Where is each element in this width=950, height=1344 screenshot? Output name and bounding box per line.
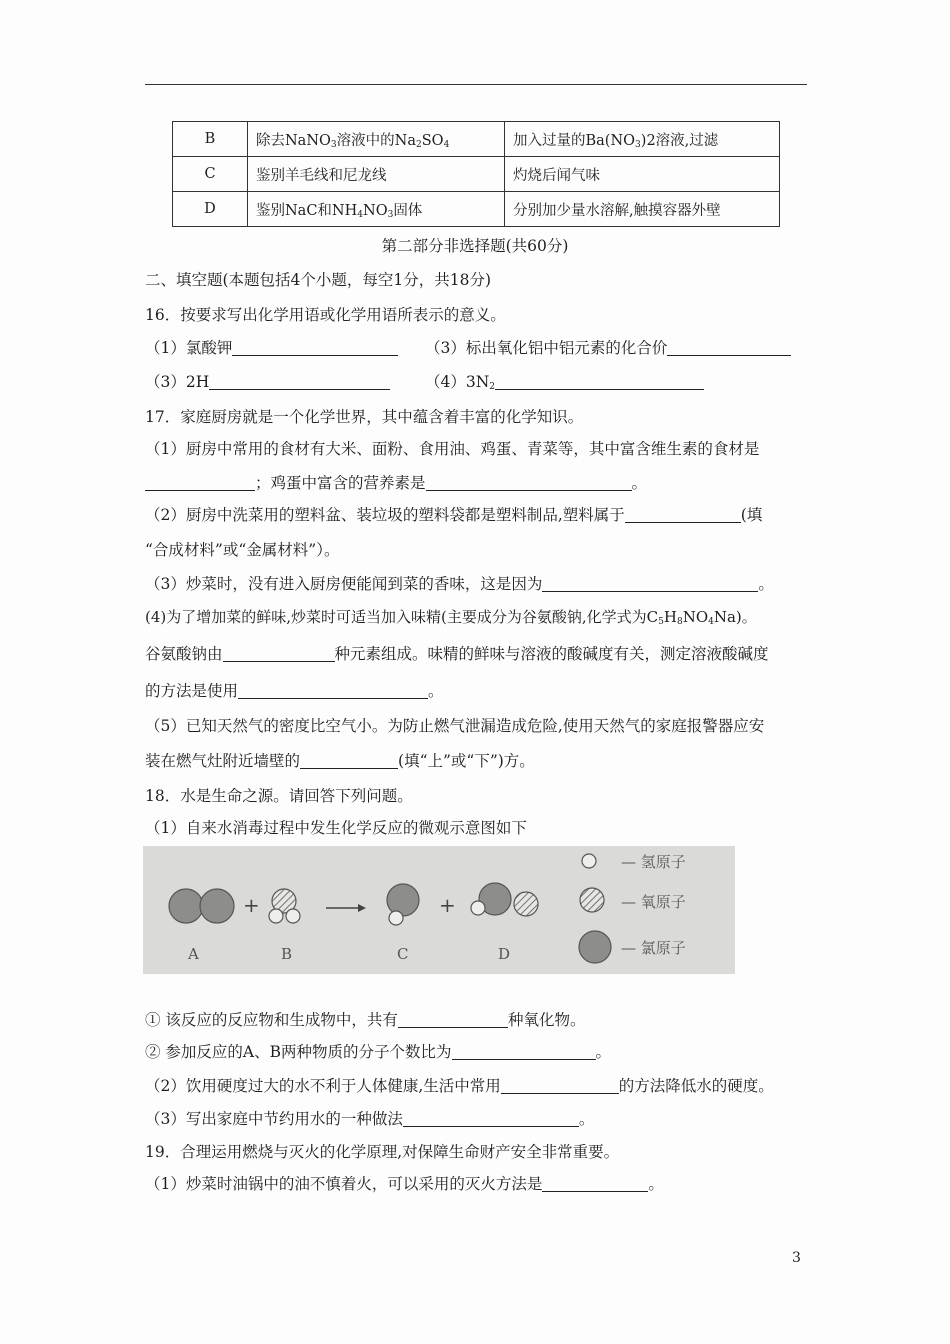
legend-oxygen: — 氧原子 <box>621 893 686 911</box>
q19-part1: （1）炒菜时油锅中的油不慎着火，可以采用的灭火方法是 。 <box>145 1175 664 1193</box>
answer-blank[interactable] <box>625 508 741 523</box>
option-key: B <box>173 122 248 157</box>
legend-oxygen-icon <box>580 888 604 912</box>
q18-part2: （2）饮用硬度过大的水不利于人体健康,生活中常用 的方法降低水的硬度。 <box>145 1077 774 1095</box>
q17-stem: 17．家庭厨房就是一个化学世界，其中蕴含着丰富的化学知识。 <box>145 408 584 426</box>
q16-item-1: （1）氯酸钾 <box>145 336 398 358</box>
q17-part1-line1: （1）厨房中常用的食材有大米、面粉、食用油、鸡蛋、青菜等，其中富含维生素的食材是 <box>145 440 760 458</box>
part-title: 第二部分非选择题(共60分) <box>381 237 569 255</box>
option-method: 加入过量的$Ba(NO_3)2$溶液,过滤 <box>505 122 780 157</box>
legend-chlorine: — 氯原子 <box>621 939 686 957</box>
q17-part4-line3: 的方法是使用 。 <box>145 682 444 700</box>
option-desc: 除去NaNO$_3$溶液中的$Na_2SO_4$ <box>248 122 505 157</box>
option-desc: 鉴别NaC和$NH_4NO_3$固体 <box>248 192 505 227</box>
q18-sub1: ① 该反应的反应物和生成物中，共有 种氧化物。 <box>145 1011 586 1029</box>
option-method: 分别加少量水溶解,触摸容器外壁 <box>505 192 780 227</box>
label-c: C <box>397 945 409 963</box>
answer-blank[interactable] <box>495 375 704 390</box>
table-row <box>173 192 780 227</box>
answer-blank[interactable] <box>501 1079 619 1094</box>
legend-hydrogen-icon <box>582 854 596 868</box>
answer-blank[interactable] <box>232 341 398 356</box>
q17-part5-line1: （5）已知天然气的密度比空气小。为防止燃气泄漏造成危险,使用天然气的家庭报警器应安 <box>145 717 765 735</box>
answer-blank[interactable] <box>426 476 632 491</box>
table-row <box>173 122 780 157</box>
legend-hydrogen: — 氢原子 <box>621 853 686 871</box>
answer-blank[interactable] <box>300 754 398 769</box>
option-key: C <box>173 157 248 192</box>
q18-sub2: ② 参加反应的A、B两种物质的分子个数比为 。 <box>145 1043 612 1061</box>
legend-chlorine-icon <box>579 931 611 963</box>
q16-item-4: $(4)3N_2$ <box>425 370 704 392</box>
answer-blank[interactable] <box>238 684 428 699</box>
q17-part2-line1: （2）厨房中洗菜用的塑料盆、装垃圾的塑料袋都是塑料制品,塑料属于 (填 <box>145 506 763 524</box>
q18-stem: 18．水是生命之源。请回答下列问题。 <box>145 787 413 805</box>
q17-part4-line1: (4)为了增加菜的鲜味,炒菜时可适当加入味精(主要成分为谷氨酸钠,化学式为$C_5H_8NO_4Na$)。 <box>145 608 757 627</box>
q17-part2-line2: “合成材料”或“金属材料”）。 <box>145 541 340 559</box>
q17-part3: （3）炒菜时，没有进入厨房便能闻到菜的香味，这是因为 。 <box>145 575 774 593</box>
option-method: 灼烧后闻气味 <box>505 157 780 192</box>
answer-blank[interactable] <box>223 647 335 662</box>
q17-part4-line2: 谷氨酸钠由 种元素组成。味精的鲜味与溶液的酸碱度有关，测定溶液酸碱度 <box>145 645 769 663</box>
plus-sign: + <box>439 893 456 917</box>
label-a: A <box>188 945 199 963</box>
answer-blank[interactable] <box>145 476 255 491</box>
table-row <box>173 157 780 192</box>
answer-blank[interactable] <box>542 1177 648 1192</box>
molecule-d <box>471 883 538 916</box>
answer-blank[interactable] <box>452 1045 596 1060</box>
q17-part1-line2: ；鸡蛋中富含的营养素是 。 <box>145 471 647 493</box>
arrow-icon <box>326 904 366 912</box>
label-d: D <box>498 945 511 963</box>
q18-part3: （3）写出家庭中节约用水的一种做法 。 <box>145 1110 595 1128</box>
q19-stem: 19．合理运用燃烧与灭火的化学原理,对保障生命财产安全非常重要。 <box>145 1143 620 1161</box>
molecule-b <box>269 889 300 923</box>
section-title: 二、填空题(本题包括4个小题，每空1分，共18分) <box>145 271 492 289</box>
header-rule <box>145 84 807 85</box>
label-b: B <box>281 945 293 963</box>
q17-part5-line2: 装在燃气灶附近墙壁的 (填“上”或“下”)方。 <box>145 752 535 770</box>
option-key: D <box>173 192 248 227</box>
answer-blank[interactable] <box>542 577 758 592</box>
plus-sign: + <box>243 893 260 917</box>
options-table <box>172 121 780 227</box>
reaction-diagram <box>143 846 735 974</box>
q18-part1: （1）自来水消毒过程中发生化学反应的微观示意图如下 <box>145 819 527 837</box>
molecule-a <box>169 889 234 923</box>
q16-stem: 16．按要求写出化学用语或化学用语所表示的意义。 <box>145 306 506 324</box>
option-desc: 鉴别羊毛线和尼龙线 <box>248 157 505 192</box>
answer-blank[interactable] <box>403 1112 579 1127</box>
molecule-c <box>387 884 419 925</box>
q16-item-2: （3）标出氧化铝中铝元素的化合价 <box>425 336 791 358</box>
page-number: 3 <box>792 1250 801 1266</box>
answer-blank[interactable] <box>398 1013 508 1028</box>
answer-blank[interactable] <box>209 375 390 390</box>
answer-blank[interactable] <box>667 341 791 356</box>
q16-item-3: （3）2H <box>145 370 390 392</box>
